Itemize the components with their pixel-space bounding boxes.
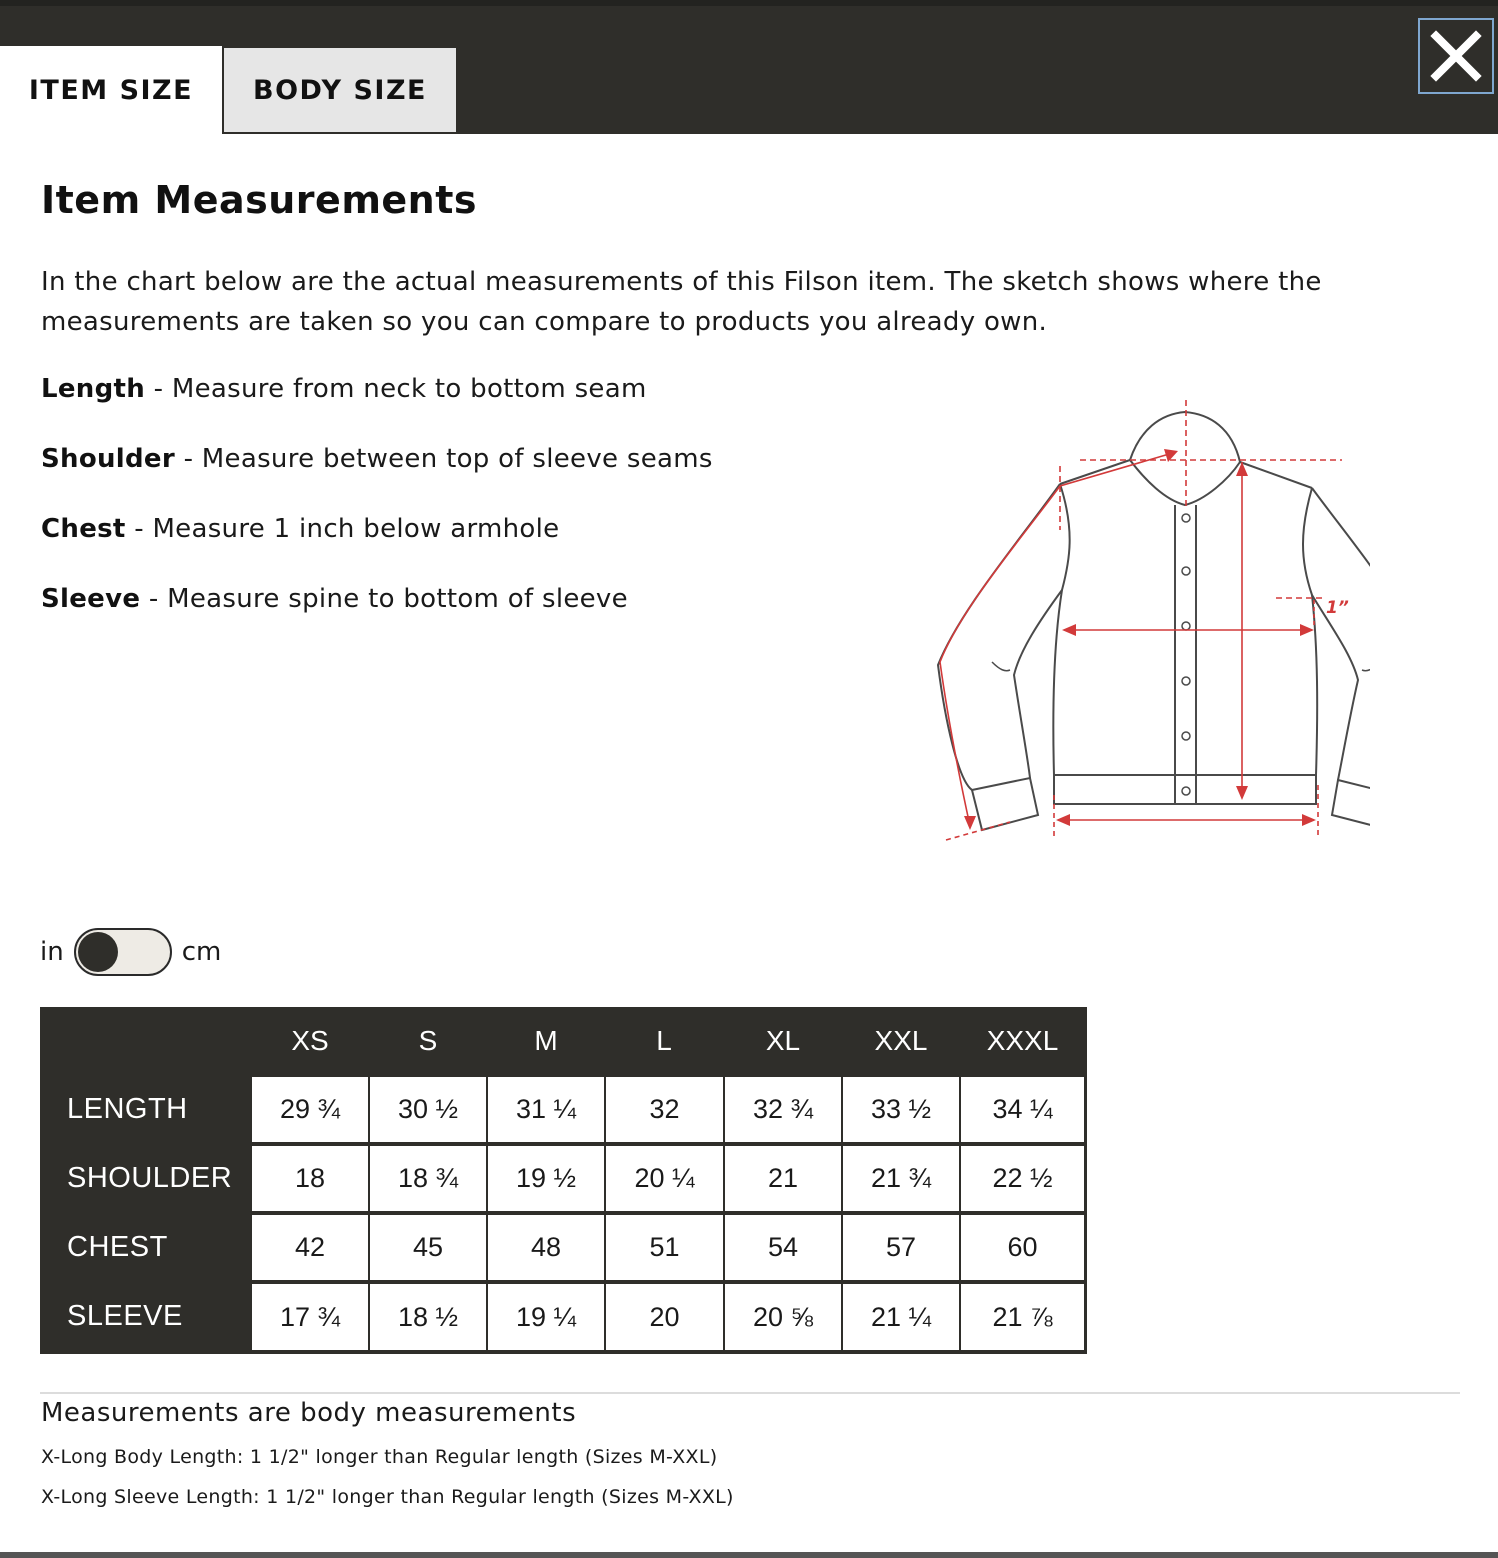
switch-knob bbox=[78, 932, 118, 972]
row-label-shoulder: SHOULDER bbox=[67, 1162, 233, 1194]
right-elbow-crease bbox=[1362, 662, 1370, 671]
definition-term: Shoulder bbox=[41, 444, 175, 474]
button bbox=[1182, 514, 1190, 522]
table-cell: 60 bbox=[961, 1215, 1084, 1280]
sleeve-arrow bbox=[940, 452, 1176, 826]
definition-sleeve bbox=[41, 584, 628, 614]
table-cell: 20 bbox=[606, 1284, 723, 1350]
table-cell: 51 bbox=[606, 1215, 723, 1280]
button bbox=[1182, 787, 1190, 795]
size-header: M bbox=[534, 1025, 558, 1056]
definition-term: Chest bbox=[41, 514, 126, 544]
definition-chest bbox=[41, 514, 559, 544]
size-header: XXL bbox=[874, 1025, 928, 1056]
left-elbow-crease bbox=[992, 662, 1010, 671]
definition-term: Length bbox=[41, 374, 146, 404]
bottom-edge bbox=[0, 1552, 1498, 1558]
note-xlong-sleeve: X-Long Sleeve Length: 1 1/2" longer than Regular length (Sizes M-XXL) bbox=[41, 1486, 734, 1508]
collar-outline bbox=[1130, 412, 1240, 462]
divider bbox=[40, 1392, 1460, 1394]
page-title: Item Measurements bbox=[41, 178, 478, 222]
table-cell: 32 bbox=[606, 1077, 723, 1142]
buttons bbox=[1182, 514, 1190, 795]
table-cell: 34 ¼ bbox=[961, 1077, 1084, 1142]
table-cell: 32 ¾ bbox=[725, 1077, 841, 1142]
collar-inner bbox=[1130, 460, 1240, 505]
right-sleeve-inner bbox=[1312, 595, 1358, 780]
size-header: S bbox=[418, 1025, 438, 1056]
intro-text: In the chart below are the actual measurements of this Filson item. The sketch shows where the measurements are taken so you can compare to products you already own. bbox=[41, 267, 1322, 337]
table-cell: 20 ⅝ bbox=[725, 1284, 841, 1350]
note-xlong-body: X-Long Body Length: 1 1/2" longer than Regular length (Sizes M-XXL) bbox=[41, 1446, 718, 1468]
table-cell: 17 ¾ bbox=[252, 1284, 368, 1350]
size-header: XS bbox=[291, 1025, 329, 1056]
table-cell: 31 ¼ bbox=[488, 1077, 604, 1142]
definition-text: - Measure between top of sleeve seams bbox=[175, 444, 713, 474]
button bbox=[1182, 567, 1190, 575]
tab-body-size[interactable]: BODY SIZE bbox=[222, 46, 458, 134]
size-header: XL bbox=[765, 1025, 801, 1056]
size-table bbox=[40, 1007, 1087, 1354]
unit-switch[interactable] bbox=[74, 928, 172, 976]
unit-toggle bbox=[40, 928, 221, 976]
row-label-sleeve: SLEEVE bbox=[67, 1300, 183, 1332]
table-cell: 18 bbox=[252, 1146, 368, 1211]
button bbox=[1182, 622, 1190, 630]
definition-shoulder bbox=[41, 444, 713, 474]
definition-text: - Measure spine to bottom of sleeve bbox=[140, 584, 628, 614]
right-shoulder-seam bbox=[1240, 462, 1312, 488]
button bbox=[1182, 677, 1190, 685]
right-cuff bbox=[1332, 780, 1370, 830]
table-cell: 19 ½ bbox=[488, 1146, 604, 1211]
table-cell: 18 ½ bbox=[370, 1284, 486, 1350]
table-cell: 21 ¼ bbox=[843, 1284, 959, 1350]
table-cell: 42 bbox=[252, 1215, 368, 1280]
left-cuff bbox=[972, 778, 1038, 830]
button bbox=[1182, 732, 1190, 740]
definition-text: - Measure 1 inch below armhole bbox=[125, 514, 560, 544]
arrow-heads bbox=[964, 449, 1316, 830]
table-cell: 48 bbox=[488, 1215, 604, 1280]
table-cell: 21 bbox=[725, 1146, 841, 1211]
table-cell: 57 bbox=[843, 1215, 959, 1280]
close-icon bbox=[1430, 30, 1482, 82]
row-label-length: LENGTH bbox=[67, 1093, 188, 1125]
tab-item-size[interactable]: ITEM SIZE bbox=[0, 46, 222, 134]
placket bbox=[1175, 505, 1196, 804]
cuff-guide bbox=[946, 822, 1010, 840]
table-cell: 29 ¾ bbox=[252, 1077, 368, 1142]
definition-length bbox=[41, 374, 647, 404]
table-cell: 21 ⅞ bbox=[961, 1284, 1084, 1350]
jacket-measurement-sketch bbox=[930, 396, 1370, 846]
one-inch-label: 1” bbox=[1326, 598, 1349, 618]
left-sleeve-outer bbox=[938, 484, 1060, 790]
table-cell: 54 bbox=[725, 1215, 841, 1280]
table-cell: 45 bbox=[370, 1215, 486, 1280]
close-button[interactable] bbox=[1418, 18, 1494, 94]
table-cell: 20 ¼ bbox=[606, 1146, 723, 1211]
table-cell: 18 ¾ bbox=[370, 1146, 486, 1211]
table-cell: 19 ¼ bbox=[488, 1284, 604, 1350]
definition-term: Sleeve bbox=[41, 584, 141, 614]
table-cell: 21 ¾ bbox=[843, 1146, 959, 1211]
notes-title: Measurements are body measurements bbox=[41, 1398, 577, 1428]
size-header: XXXL bbox=[986, 1025, 1059, 1056]
table-cell: 33 ½ bbox=[843, 1077, 959, 1142]
definition-text: - Measure from neck to bottom seam bbox=[145, 374, 647, 404]
left-shoulder-seam bbox=[1060, 460, 1130, 484]
unit-label-cm: cm bbox=[181, 937, 222, 967]
unit-label-in: in bbox=[40, 937, 64, 967]
row-label-chest: CHEST bbox=[67, 1231, 168, 1263]
table-cell: 22 ½ bbox=[961, 1146, 1084, 1211]
table-cell: 30 ½ bbox=[370, 1077, 486, 1142]
size-header: L bbox=[656, 1025, 672, 1056]
